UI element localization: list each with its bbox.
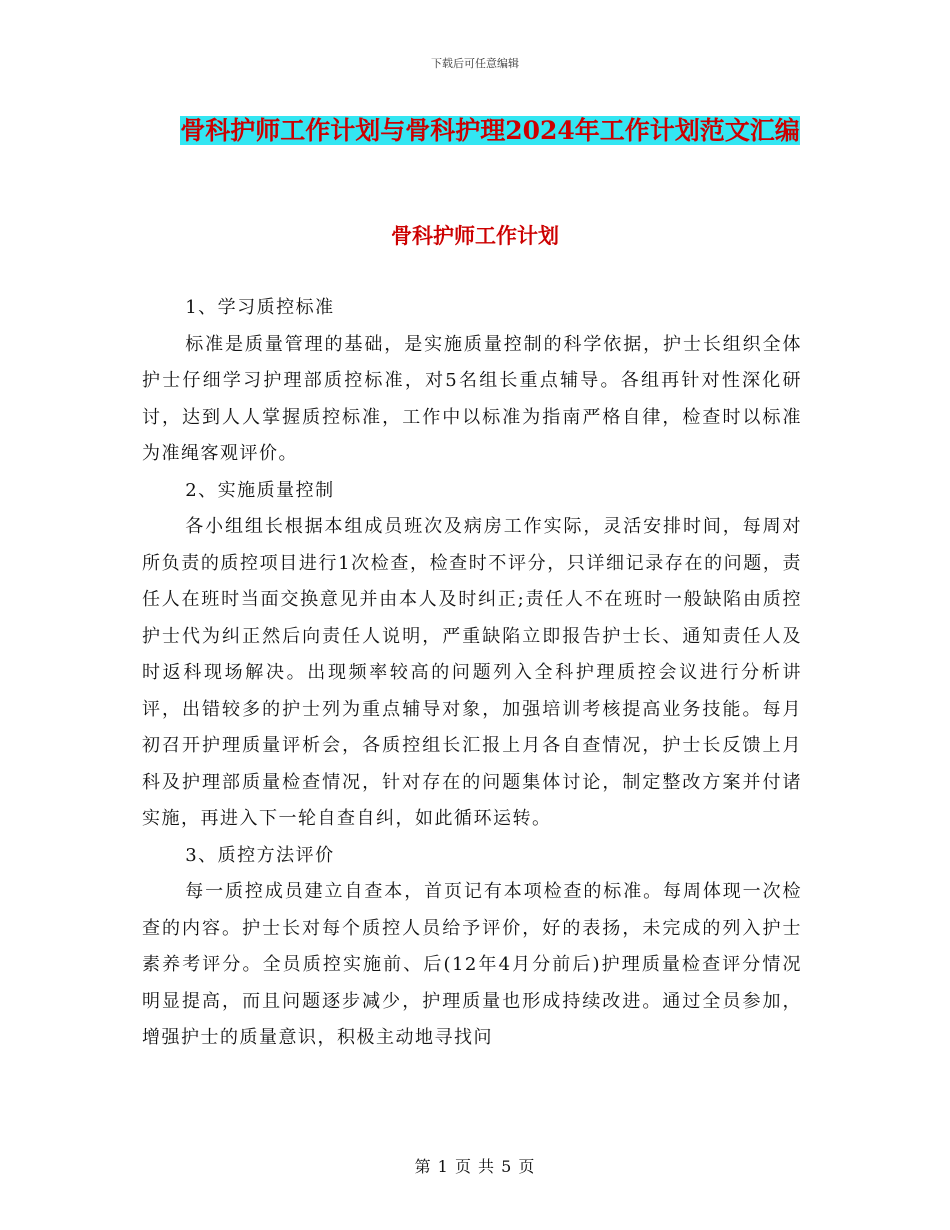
- page-footer: 第 1 页 共 5 页: [414, 1157, 536, 1176]
- subheading-2: 2、实施质量控制: [185, 479, 335, 501]
- document-title: [150, 108, 830, 154]
- document-title-text: 骨科护师工作计划与骨科护理2024年工作计划范文汇编: [180, 116, 800, 145]
- paragraph-1: 标准是质量管理的基础，是实施质量控制的科学依据，护士长组织全体护士仔细学习护理部质控标准，对5名组长重点辅导。各组再针对性深化研讨，达到人人掌握质控标准，工作中以标准为指南严格自律，检查时以标准为准绳客观评价。: [142, 333, 802, 464]
- section-title: 骨科护师工作计划: [391, 223, 559, 248]
- page-header: 下载后可任意编辑: [431, 57, 519, 70]
- paragraph-3: 每一质控成员建立自查本，首页记有本项检查的标准。每周体现一次检查的内容。护士长对每个质控人员给予评价，好的表扬，未完成的列入护士素养考评分。全员质控实施前、后(12年4月分前后)护理质量检查评分情况明显提高，而且问题逐步减少，护理质量也形成持续改进。通过全员参加，增强护士的质量意识，积极主动地寻找问: [142, 881, 802, 1048]
- paragraph-2: 各小组组长根据本组成员班次及病房工作实际，灵活安排时间，每周对所负责的质控项目进行1次检查，检查时不评分，只详细记录存在的问题，责任人在班时当面交换意见并由本人及时纠正;责任人不在班时一般缺陷由质控护士代为纠正然后向责任人说明，严重缺陷立即报告护士长、通知责任人及时返科现场解决。出现频率较高的问题列入全科护理质控会议进行分析讲评，出错较多的护士列为重点辅导对象，加强培训考核提高业务技能。每月初召开护理质量评析会，各质控组长汇报上月各自查情况，护士长反馈上月科及护理部质量检查情况，针对存在的问题集体讨论，制定整改方案并付诸实施，再进入下一轮自查自纠，如此循环运转。: [142, 516, 802, 829]
- subheading-3: 3、质控方法评价: [185, 844, 335, 866]
- document-body: [142, 290, 802, 1057]
- subheading-1: 1、学习质控标准: [185, 297, 335, 318]
